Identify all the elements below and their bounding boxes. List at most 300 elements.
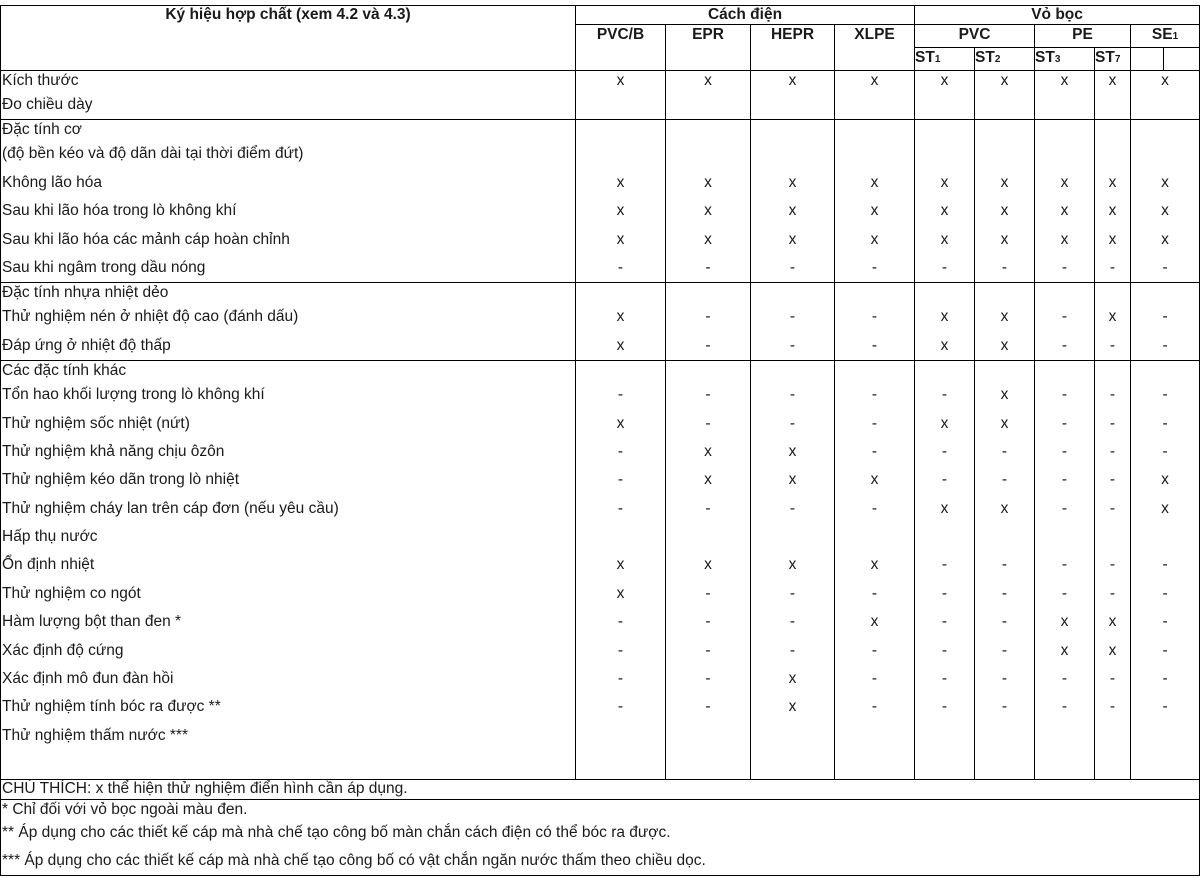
col-st2 (975, 48, 1035, 71)
cell-value: - (1131, 332, 1200, 361)
row-label: Thử nghiệm tính bóc ra được ** (1, 693, 576, 721)
cell-value (666, 91, 751, 120)
cell-value: x (576, 169, 666, 197)
cell-value: - (666, 381, 751, 409)
cell-value: x (1095, 71, 1131, 92)
row-label: Đặc tính cơ (1, 120, 576, 141)
cell-value: x (576, 303, 666, 331)
col-pvcb: PVC/B (576, 25, 666, 71)
cell-value (975, 523, 1035, 551)
cell-value (915, 283, 975, 304)
cell-value: - (751, 608, 835, 636)
st2-label: ST (975, 49, 995, 66)
cell-value: - (666, 254, 751, 283)
row-label: Sau khi lão hóa các mảnh cáp hoàn chỉnh (1, 226, 576, 254)
cell-value: x (915, 169, 975, 197)
cell-value: - (666, 495, 751, 523)
col-st7 (1095, 48, 1131, 71)
cell-value (915, 361, 975, 382)
cell-value: x (666, 466, 751, 494)
cell-value: - (1035, 332, 1095, 361)
cell-value: x (751, 169, 835, 197)
test-matrix-document (0, 5, 1199, 876)
cell-value: - (666, 637, 751, 665)
col-xlpe: XLPE (835, 25, 915, 71)
cell-value: - (975, 693, 1035, 721)
cell-value: x (751, 71, 835, 92)
cell-value: x (1035, 71, 1095, 92)
row-label (1, 750, 576, 779)
cell-value: - (915, 637, 975, 665)
cell-value: - (1035, 381, 1095, 409)
cell-value: - (1035, 303, 1095, 331)
cell-value (835, 523, 915, 551)
row-label: Thử nghiệm co ngót (1, 580, 576, 608)
se-label: SE (1151, 26, 1173, 43)
cell-value: x (1035, 197, 1095, 225)
table-row (1, 361, 1200, 382)
cell-value: - (975, 665, 1035, 693)
cell-value: x (835, 551, 915, 579)
table-row (1, 665, 1200, 693)
cell-value: - (666, 608, 751, 636)
st2-index: 2 (994, 54, 1001, 65)
cell-value: - (751, 254, 835, 283)
table-header (1, 6, 1200, 71)
cell-value: - (915, 665, 975, 693)
cell-value: x (751, 693, 835, 721)
cell-value: - (1035, 551, 1095, 579)
cell-value: - (576, 637, 666, 665)
cell-value (975, 120, 1035, 141)
cell-value: - (576, 665, 666, 693)
table-row (1, 523, 1200, 551)
cell-value (576, 120, 666, 141)
table-row (1, 254, 1200, 283)
cell-value (1095, 523, 1131, 551)
row-label: Hàm lượng bột than đen * (1, 608, 576, 636)
cell-value (1035, 722, 1095, 750)
cell-value (1095, 750, 1131, 779)
cell-value: x (915, 303, 975, 331)
cell-value: x (835, 169, 915, 197)
cell-value: - (666, 693, 751, 721)
cell-value (1131, 120, 1200, 141)
table-row (1, 197, 1200, 225)
insulation-header: Cách điện (576, 6, 915, 25)
cell-value: x (835, 71, 915, 92)
cell-value: - (835, 665, 915, 693)
cell-value: x (666, 438, 751, 466)
cell-value: x (1035, 608, 1095, 636)
cell-value (1131, 140, 1200, 168)
table-row (1, 608, 1200, 636)
cell-value: - (751, 637, 835, 665)
cell-value: - (1095, 693, 1131, 721)
cell-value (751, 523, 835, 551)
cell-value: - (915, 551, 975, 579)
cell-value: x (915, 197, 975, 225)
cell-value: - (576, 381, 666, 409)
cell-value: x (1035, 637, 1095, 665)
cell-value: x (666, 551, 751, 579)
col-pe-sheath: PE (1035, 25, 1131, 48)
cell-value (1035, 361, 1095, 382)
cell-value: - (975, 637, 1035, 665)
col-st3 (1035, 48, 1095, 71)
cell-value: - (666, 332, 751, 361)
cell-value: x (975, 303, 1035, 331)
cell-value: - (666, 303, 751, 331)
cell-value: - (751, 303, 835, 331)
cell-value: - (975, 608, 1035, 636)
cell-value: - (975, 254, 1035, 283)
compound-symbol-header: Ký hiệu hợp chất (xem 4.2 và 4.3) (1, 6, 576, 71)
cell-value: - (751, 410, 835, 438)
cell-value (975, 140, 1035, 168)
cell-value (576, 140, 666, 168)
cell-value: x (975, 169, 1035, 197)
cell-value: - (751, 332, 835, 361)
note-legend: CHÚ THÍCH: x thể hiện thử nghiệm điển hình cần áp dụng. (1, 779, 1200, 799)
row-label: Không lão hóa (1, 169, 576, 197)
st7-label: ST (1095, 49, 1115, 66)
cell-value: x (576, 580, 666, 608)
cell-value (975, 361, 1035, 382)
cell-value: - (1095, 495, 1131, 523)
cell-value: x (1131, 495, 1200, 523)
cell-value: x (1095, 169, 1131, 197)
cell-value (576, 91, 666, 120)
cell-value: - (1095, 254, 1131, 283)
cell-value: - (835, 332, 915, 361)
cell-value: - (1035, 438, 1095, 466)
table-row (1, 637, 1200, 665)
table-row (1, 283, 1200, 304)
cell-value (915, 750, 975, 779)
cell-value: - (1095, 551, 1131, 579)
cell-value: - (1131, 608, 1200, 636)
cell-value: - (835, 495, 915, 523)
cell-value: - (975, 551, 1035, 579)
cell-value: x (576, 71, 666, 92)
cell-value: x (835, 197, 915, 225)
cell-value: x (666, 197, 751, 225)
cell-value: - (1131, 410, 1200, 438)
cell-value: x (835, 608, 915, 636)
cell-value: - (835, 580, 915, 608)
cell-value: x (576, 410, 666, 438)
table-row (1, 466, 1200, 494)
table-row (1, 71, 1200, 92)
table-row (1, 120, 1200, 141)
cell-value (835, 722, 915, 750)
cell-value: x (975, 495, 1035, 523)
cell-value (1095, 120, 1131, 141)
cell-value (1035, 523, 1095, 551)
cell-value: x (576, 226, 666, 254)
row-label: Thử nghiệm sốc nhiệt (nứt) (1, 410, 576, 438)
cell-value: x (666, 71, 751, 92)
cell-value (751, 140, 835, 168)
cell-value: - (1131, 254, 1200, 283)
cell-value: x (1035, 226, 1095, 254)
cell-value (666, 750, 751, 779)
cell-value (1095, 140, 1131, 168)
cell-value (1131, 750, 1200, 779)
test-matrix-table (0, 5, 1200, 876)
cell-value (576, 750, 666, 779)
row-label: Hấp thụ nước (1, 523, 576, 551)
cell-value (576, 523, 666, 551)
table-row (1, 303, 1200, 331)
cell-value: x (1131, 71, 1200, 92)
cell-value: - (975, 580, 1035, 608)
cell-value: - (751, 580, 835, 608)
cell-value (1035, 140, 1095, 168)
cell-value (975, 283, 1035, 304)
cell-value (1131, 722, 1200, 750)
st1-index: 1 (934, 54, 941, 65)
cell-value (835, 140, 915, 168)
cell-value (751, 120, 835, 141)
cell-value: - (915, 438, 975, 466)
cell-value (915, 523, 975, 551)
cell-value: - (576, 466, 666, 494)
cell-value: - (915, 580, 975, 608)
cell-value: - (576, 495, 666, 523)
cell-value (576, 722, 666, 750)
cell-value: - (835, 303, 915, 331)
cell-value (1095, 722, 1131, 750)
row-label: Đo chiều dày (1, 91, 576, 120)
table-row (1, 332, 1200, 361)
cell-value: x (1131, 226, 1200, 254)
cell-value: x (975, 332, 1035, 361)
row-label: Tổn hao khối lượng trong lò không khí (1, 381, 576, 409)
st3-index: 3 (1054, 54, 1061, 65)
cell-value: - (975, 438, 1035, 466)
cell-value: - (1035, 495, 1095, 523)
cell-value (576, 283, 666, 304)
cell-value: x (576, 551, 666, 579)
col-epr: EPR (666, 25, 751, 71)
table-row (1, 410, 1200, 438)
cell-value: - (1131, 551, 1200, 579)
cell-value: - (1095, 410, 1131, 438)
cell-value (1035, 91, 1095, 120)
cell-value: x (975, 381, 1035, 409)
cell-value: x (1131, 466, 1200, 494)
cell-value (751, 283, 835, 304)
cell-value: x (1095, 637, 1131, 665)
col-se1 (1131, 25, 1200, 48)
cell-value: - (1035, 466, 1095, 494)
cell-value: - (1035, 580, 1095, 608)
cell-value (751, 722, 835, 750)
cell-value: x (975, 226, 1035, 254)
st7-index: 7 (1114, 54, 1121, 65)
table-row (1, 169, 1200, 197)
table-row (1, 722, 1200, 750)
table-row (1, 693, 1200, 721)
table-row (1, 381, 1200, 409)
cell-value (751, 750, 835, 779)
cell-value: - (1095, 381, 1131, 409)
table-row (1, 226, 1200, 254)
cell-value (1095, 283, 1131, 304)
sheath-header: Vỏ bọc (915, 6, 1200, 25)
row-label: (độ bền kéo và độ dãn dài tại thời điểm đứt) (1, 140, 576, 168)
cell-value: x (915, 332, 975, 361)
cell-value (1095, 361, 1131, 382)
row-label: Sau khi lão hóa trong lò không khí (1, 197, 576, 225)
cell-value: - (576, 693, 666, 721)
cell-value: x (835, 226, 915, 254)
cell-value: x (1095, 226, 1131, 254)
cell-value (915, 140, 975, 168)
table-row (1, 580, 1200, 608)
cell-value (1131, 523, 1200, 551)
cell-value: - (835, 381, 915, 409)
row-label: Đáp ứng ở nhiệt độ thấp (1, 332, 576, 361)
cell-value: - (835, 693, 915, 721)
cell-value: x (1131, 169, 1200, 197)
cell-value (915, 120, 975, 141)
cell-value: - (1035, 410, 1095, 438)
se-index: 1 (1172, 31, 1179, 42)
cell-value (835, 283, 915, 304)
cell-value (576, 361, 666, 382)
cell-value: x (915, 495, 975, 523)
cell-value (1095, 91, 1131, 120)
cell-value: x (751, 466, 835, 494)
cell-value (751, 361, 835, 382)
cell-value (835, 91, 915, 120)
cell-value: x (576, 332, 666, 361)
col-hepr: HEPR (751, 25, 835, 71)
cell-value: x (915, 226, 975, 254)
cell-value: - (915, 466, 975, 494)
col-st1 (915, 48, 975, 71)
cell-value: - (576, 608, 666, 636)
cell-value: x (915, 71, 975, 92)
cell-value: - (576, 438, 666, 466)
cell-value (1131, 91, 1200, 120)
col-pvc-sheath: PVC (915, 25, 1035, 48)
note-black-sheath: * Chỉ đối với vỏ bọc ngoài màu đen. (1, 799, 1200, 819)
note-water-block: *** Áp dụng cho các thiết kế cáp mà nhà chế tạo công bố có vật chắn ngăn nước thấm theo chiều dọc. (1, 847, 1200, 876)
cell-value: - (975, 466, 1035, 494)
table-row (1, 495, 1200, 523)
cell-value: - (915, 693, 975, 721)
cell-value (1131, 361, 1200, 382)
cell-value: - (915, 254, 975, 283)
col-se1-sub-a (1131, 48, 1164, 71)
cell-value: - (1035, 693, 1095, 721)
cell-value: - (666, 410, 751, 438)
table-row (1, 750, 1200, 779)
cell-value: x (1131, 197, 1200, 225)
cell-value: - (1131, 665, 1200, 693)
cell-value: x (751, 551, 835, 579)
row-group (1, 283, 1200, 361)
st3-label: ST (1035, 49, 1055, 66)
cell-value (666, 722, 751, 750)
cell-value: - (915, 381, 975, 409)
table-row (1, 140, 1200, 168)
row-label: Thử nghiệm nén ở nhiệt độ cao (đánh dấu) (1, 303, 576, 331)
cell-value: - (835, 254, 915, 283)
cell-value (751, 91, 835, 120)
cell-value: x (751, 226, 835, 254)
row-label: Sau khi ngâm trong dầu nóng (1, 254, 576, 283)
row-label: Xác định mô đun đàn hồi (1, 665, 576, 693)
cell-value (915, 91, 975, 120)
row-label: Xác định độ cứng (1, 637, 576, 665)
cell-value: - (666, 580, 751, 608)
col-se1-sub-b (1164, 48, 1200, 71)
row-label: Ổn định nhiệt (1, 551, 576, 579)
cell-value: - (1131, 303, 1200, 331)
cell-value: - (1095, 438, 1131, 466)
st1-label: ST (915, 49, 935, 66)
cell-value: - (1131, 381, 1200, 409)
cell-value: - (751, 495, 835, 523)
cell-value: - (1095, 332, 1131, 361)
cell-value (666, 361, 751, 382)
row-label: Đặc tính nhựa nhiệt dẻo (1, 283, 576, 304)
cell-value (975, 91, 1035, 120)
cell-value: - (1131, 637, 1200, 665)
cell-value: - (1035, 665, 1095, 693)
cell-value: - (1095, 466, 1131, 494)
row-group (1, 120, 1200, 283)
row-label: Các đặc tính khác (1, 361, 576, 382)
cell-value: x (751, 665, 835, 693)
cell-value (915, 722, 975, 750)
cell-value: - (576, 254, 666, 283)
cell-value: - (835, 410, 915, 438)
cell-value: x (915, 410, 975, 438)
cell-value (835, 361, 915, 382)
row-label: Kích thước (1, 71, 576, 92)
cell-value (666, 523, 751, 551)
cell-value: x (576, 197, 666, 225)
cell-value (666, 140, 751, 168)
row-label: Thử nghiệm cháy lan trên cáp đơn (nếu yêu cầu) (1, 495, 576, 523)
notes-section (1, 779, 1200, 875)
note-strippable: ** Áp dụng cho các thiết kế cáp mà nhà chế tạo công bố màn chắn cách điện có thể bóc ra được. (1, 819, 1200, 847)
cell-value (1035, 750, 1095, 779)
cell-value: x (666, 169, 751, 197)
table-row (1, 91, 1200, 120)
cell-value: - (1131, 693, 1200, 721)
cell-value: x (1095, 303, 1131, 331)
cell-value: - (1131, 438, 1200, 466)
cell-value (1035, 283, 1095, 304)
row-label: Thử nghiệm kéo dãn trong lò nhiệt (1, 466, 576, 494)
cell-value: - (835, 438, 915, 466)
row-label: Thử nghiệm thấm nước *** (1, 722, 576, 750)
cell-value (1131, 283, 1200, 304)
cell-value: x (1035, 169, 1095, 197)
cell-value: - (1035, 254, 1095, 283)
cell-value (1035, 120, 1095, 141)
cell-value: - (1131, 580, 1200, 608)
cell-value (975, 750, 1035, 779)
cell-value (666, 283, 751, 304)
